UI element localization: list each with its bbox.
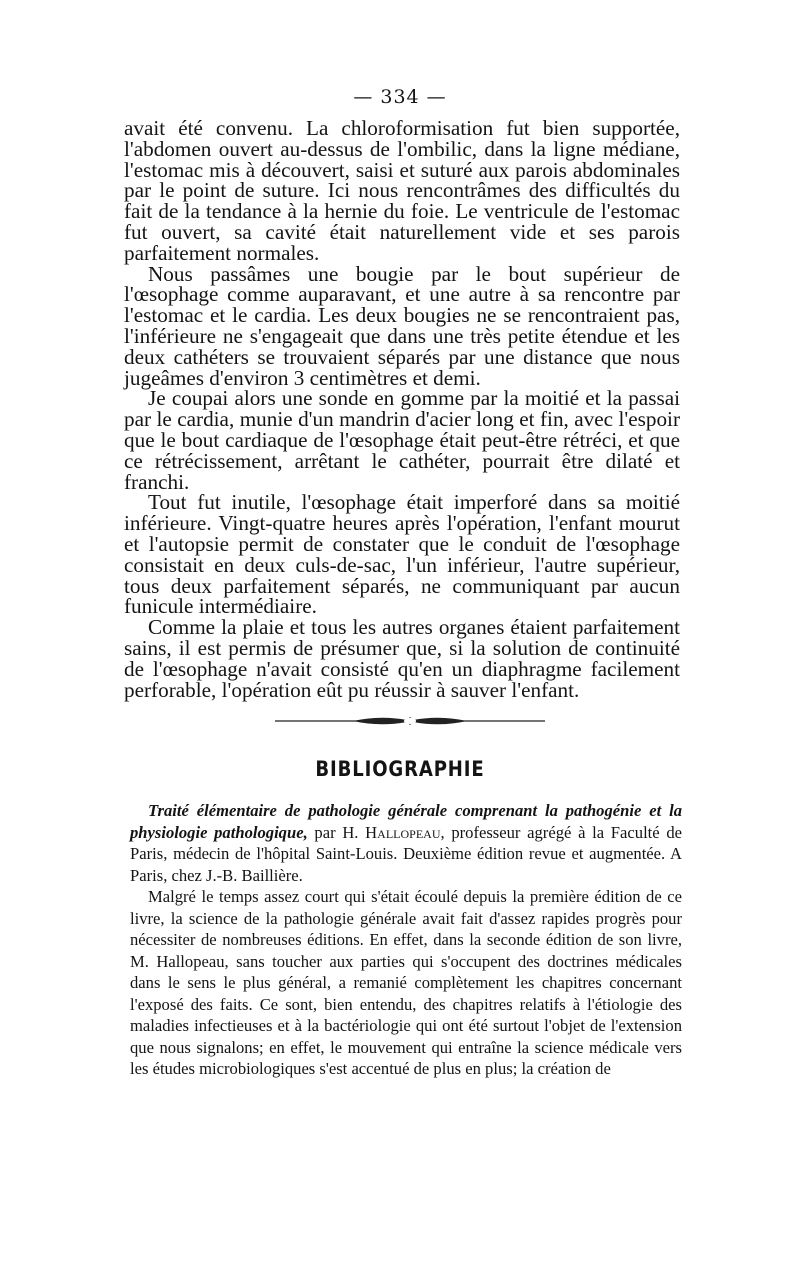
main-text-block xyxy=(124,118,680,700)
bibliography-block xyxy=(130,800,682,1080)
entry-details: , professeur agrégé à la Faculté de Paris, médecin de l'hôpital Saint-Louis. Deuxième édition revue et augmentée. A Paris, chez J.-B. Baillière. xyxy=(130,822,683,885)
section-title: BIBLIOGRAPHIE xyxy=(315,757,485,781)
entry-by: par H. xyxy=(307,822,366,842)
review-paragraph: Malgré le temps assez court qui s'était écoulé depuis la première édition de ce livre, la science de la pathologie générale avait fait d'assez rapides progrès pour nécessiter de nombreuses éditions. En effet, dans la seconde édition de son livre, M. Hallopeau, sans toucher aux parties qui s'occupent des doctrines médicales dans le sens le plus général, a remanié complètement les chapitres concernant l'exposé des faits. Ce sont, bien entendu, des chapitres relatifs à l'étiologie des maladies infectieuses et à la bactériologie qui ont été surtout l'objet de l'extension que nous signalons; en effet, le mouvement qui entraîne la science médicale vers les études microbiologiques s'est accentué de plus en plus; la création de xyxy=(130,887,682,1078)
ornamental-divider xyxy=(275,714,545,728)
paragraph-3: Je coupai alors une sonde en gomme par la moitié et la passai par le cardia, munie d'un mandrin d'acier long et fin, avec l'espoir que le bout cardiaque de l'œsophage était peut-être rétréci, et que ce rétrécissement, arrêtant le cathéter, pourrait être dilaté et franchi. xyxy=(124,386,680,494)
page-number: — 334 — xyxy=(353,86,447,108)
paragraph-2: Nous passâmes une bougie par le bout supérieur de l'œsophage comme auparavant, et une autre à sa rencontre par l'estomac et le cardia. Les deux bougies ne se rencontraient pas, l'inférieure ne s'engageait que dans une très petite étendue et les deux cathéters se trouvaient séparés par une distance que nous jugeâmes d'environ 3 centimètres et demi. xyxy=(124,261,680,390)
bibliography-entry xyxy=(130,800,682,886)
book-title: Traité élémentaire de pathologie générale comprenant la pathogénie et la physiologie pathologique, xyxy=(130,801,682,842)
paragraph-5: Comme la plaie et tous les autres organes étaient parfaitement sains, il est permis de présumer que, si la solution de continuité de l'œsophage n'avait consisté qu'en un diaphragme facilement perforable, l'opération eût pu réussir à sauver l'enfant. xyxy=(124,615,680,702)
paragraph-1: avait été convenu. La chloroformisation fut bien supportée, l'abdomen ouvert au-dessus de l'ombilic, dans la ligne médiane, l'estomac mis à découvert, saisi et suturé aux parois abdominales par le point de suture. Ici nous rencontrâmes des difficultés du fait de la tendance à la hernie du foie. Le ventricule de l'estomac fut ouvert, sa cavité était naturellement vide et ses parois parfaitement normales. xyxy=(124,116,680,265)
paragraph-4: Tout fut inutile, l'œsophage était imperforé dans sa moitié inférieure. Vingt-quatre heures après l'opération, l'enfant mourut et l'autopsie permit de constater que le conduit de l'œsophage consistait en deux culs-de-sac, l'un inférieur, l'autre supérieur, tous deux parfaitement séparés, ne communiquant par aucun funicule intermédiaire. xyxy=(124,490,680,619)
author-name: Hallopeau xyxy=(365,822,441,842)
